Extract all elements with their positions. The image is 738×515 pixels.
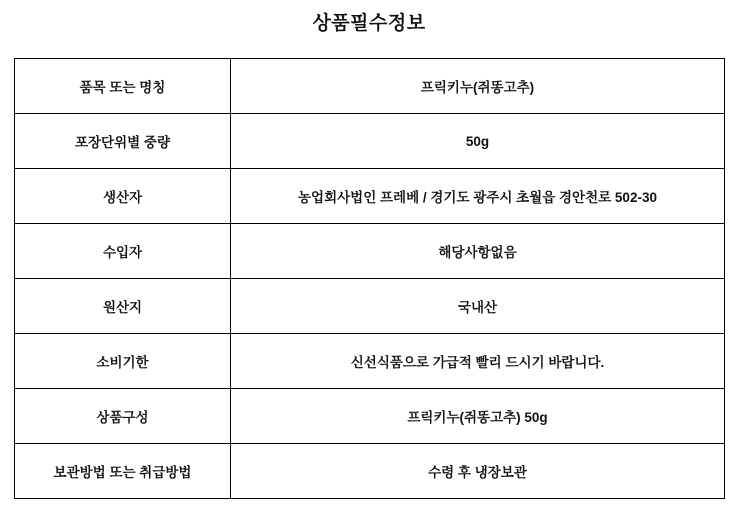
page-title: 상품필수정보 xyxy=(312,13,426,34)
table-row xyxy=(15,169,725,224)
row-value: 프릭키누(쥐똥고추) 50g xyxy=(231,389,725,444)
table-row xyxy=(15,59,725,114)
table-row xyxy=(15,444,725,499)
table-row xyxy=(15,279,725,334)
row-label: 소비기한 xyxy=(15,334,231,389)
row-value: 국내산 xyxy=(231,279,725,334)
table-row xyxy=(15,114,725,169)
row-label: 수입자 xyxy=(15,224,231,279)
product-info-table xyxy=(14,58,725,499)
row-label: 상품구성 xyxy=(15,389,231,444)
row-value: 해당사항없음 xyxy=(231,224,725,279)
row-value: 수령 후 냉장보관 xyxy=(231,444,725,499)
row-label: 보관방법 또는 취급방법 xyxy=(15,444,231,499)
table-row xyxy=(15,334,725,389)
row-value: 신선식품으로 가급적 빨리 드시기 바랍니다. xyxy=(231,334,725,389)
row-label: 생산자 xyxy=(15,169,231,224)
row-value: 농업회사법인 프레베 / 경기도 광주시 초월읍 경안천로 502-30 xyxy=(231,169,725,224)
row-label: 포장단위별 중량 xyxy=(15,114,231,169)
row-label: 원산지 xyxy=(15,279,231,334)
row-value: 프릭키누(쥐똥고추) xyxy=(231,59,725,114)
row-label: 품목 또는 명칭 xyxy=(15,59,231,114)
product-info-table-wrapper xyxy=(14,58,724,499)
row-value: 50g xyxy=(231,114,725,169)
table-row xyxy=(15,389,725,444)
table-row xyxy=(15,224,725,279)
